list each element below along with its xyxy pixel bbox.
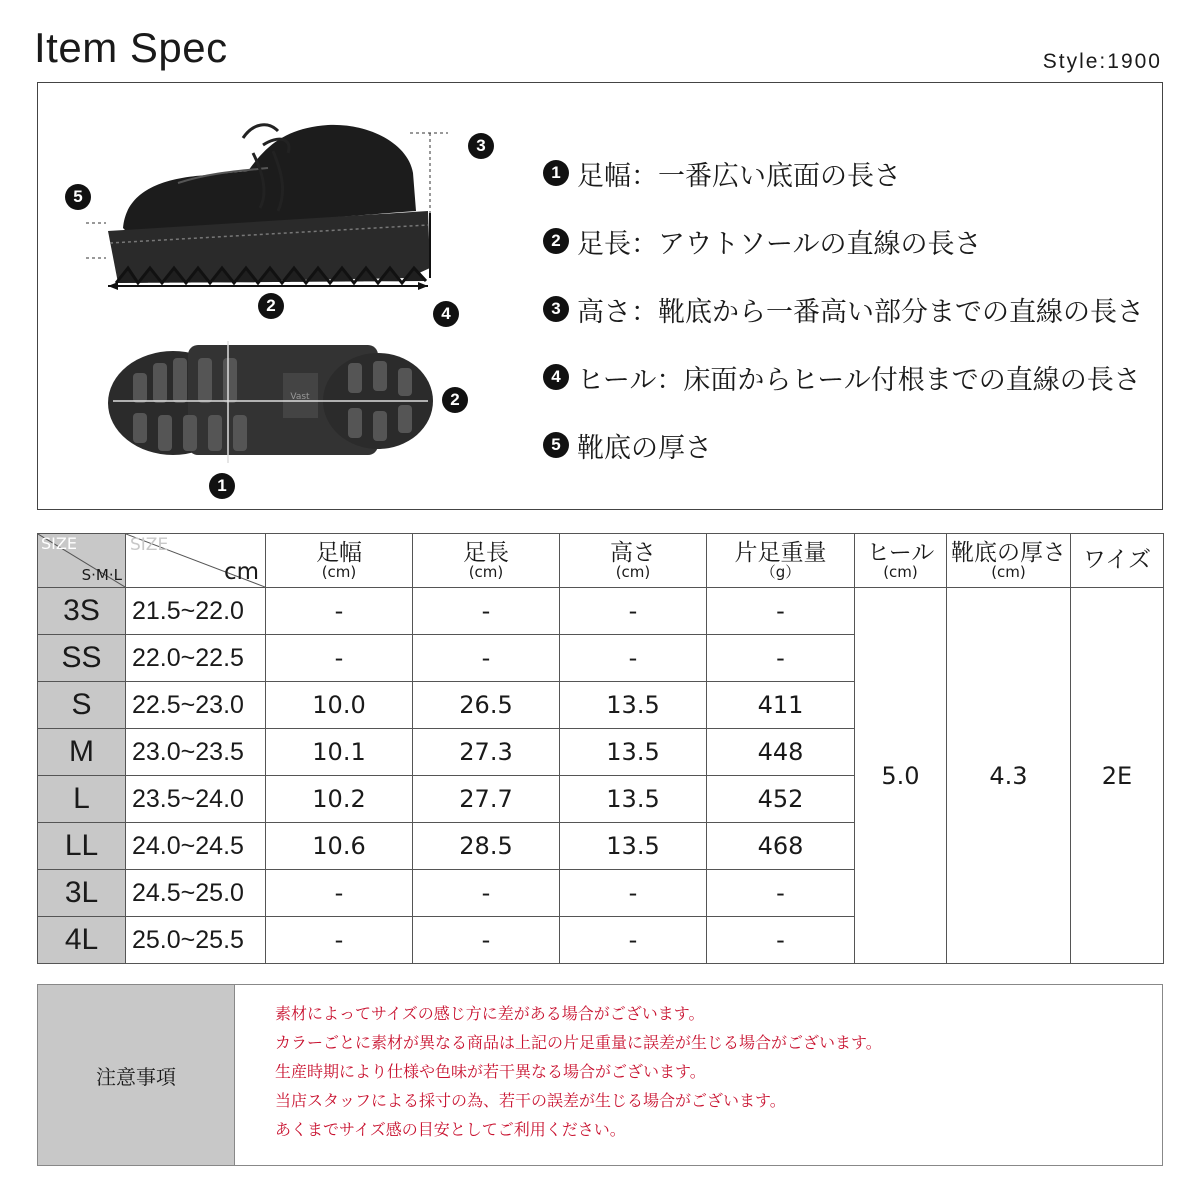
legend-text: ヒール：床面からヒール付根までの直線の長さ <box>577 364 1141 396</box>
shoe-figure <box>38 83 518 511</box>
legend-item <box>543 411 1144 479</box>
table-header-row <box>38 534 1164 588</box>
note-line: 当店スタッフによる採寸の為、若干の誤差が生じる場合がございます。 <box>275 1091 786 1110</box>
notes-body <box>234 985 1162 1165</box>
note-line: 生産時期により仕様や色味が若干異なる場合がございます。 <box>275 1062 706 1081</box>
notes-label: 注意事項 <box>38 985 234 1165</box>
legend-item <box>543 139 1144 207</box>
legend-item <box>543 343 1144 411</box>
range-cell: 22.0~22.5 <box>126 635 266 682</box>
weight-cell: 411 <box>707 682 855 729</box>
badge-5-icon: 5 <box>65 184 91 210</box>
number-1-icon: 1 <box>543 160 569 186</box>
weight-cell: - <box>707 917 855 964</box>
badge-1-icon: 1 <box>209 473 235 499</box>
legend-item <box>543 207 1144 275</box>
range-cell: 23.0~23.5 <box>126 729 266 776</box>
length-cell: - <box>413 870 560 917</box>
corner-cell-cm: SIZE cm <box>126 534 266 588</box>
badge-2-side-icon: 2 <box>258 293 284 319</box>
note-line: カラーごとに素材が異なる商品は上記の片足重量に誤差が生じる場合がございます。 <box>275 1033 882 1052</box>
height-cell: - <box>560 870 707 917</box>
length-cell: 27.3 <box>413 729 560 776</box>
wise-cell: 2E <box>1071 588 1164 964</box>
width-cell: 10.6 <box>266 823 413 870</box>
range-cell: 23.5~24.0 <box>126 776 266 823</box>
height-cell: - <box>560 588 707 635</box>
page-title: Item Spec <box>34 24 228 71</box>
style-code: Style:1900 <box>1042 50 1162 73</box>
legend-item <box>543 275 1144 343</box>
col-header-height: 高さ (cm) <box>560 534 707 588</box>
size-cell: 3S <box>38 588 126 635</box>
table-row <box>38 588 1164 635</box>
size-table <box>37 533 1164 964</box>
measurement-legend <box>543 139 1144 479</box>
number-2-icon: 2 <box>543 228 569 254</box>
legend-text: 靴底の厚さ <box>577 432 712 464</box>
range-cell: 22.5~23.0 <box>126 682 266 729</box>
number-3-icon: 3 <box>543 296 569 322</box>
width-cell: 10.2 <box>266 776 413 823</box>
width-cell: - <box>266 588 413 635</box>
notes-panel <box>37 984 1163 1166</box>
width-cell: - <box>266 917 413 964</box>
length-cell: 28.5 <box>413 823 560 870</box>
weight-cell: 468 <box>707 823 855 870</box>
length-cell: - <box>413 588 560 635</box>
number-4-icon: 4 <box>543 364 569 390</box>
corner-cell-sml: SIZE S·M·L <box>38 534 126 588</box>
col-header-length: 足長 (cm) <box>413 534 560 588</box>
sole-cell: 4.3 <box>947 588 1071 964</box>
number-5-icon: 5 <box>543 432 569 458</box>
height-cell: - <box>560 635 707 682</box>
range-cell: 24.0~24.5 <box>126 823 266 870</box>
width-cell: - <box>266 870 413 917</box>
width-cell: - <box>266 635 413 682</box>
note-line: 素材によってサイズの感じ方に差がある場合がございます。 <box>275 1004 705 1023</box>
col-header-sole: 靴底の厚さ (cm) <box>947 534 1071 588</box>
range-cell: 21.5~22.0 <box>126 588 266 635</box>
height-cell: - <box>560 917 707 964</box>
weight-cell: 448 <box>707 729 855 776</box>
width-cell: 10.1 <box>266 729 413 776</box>
size-cell: M <box>38 729 126 776</box>
badge-4-icon: 4 <box>433 301 459 327</box>
col-header-heel: ヒール (cm) <box>855 534 947 588</box>
heel-cell: 5.0 <box>855 588 947 964</box>
length-cell: - <box>413 917 560 964</box>
weight-cell: 452 <box>707 776 855 823</box>
spec-diagram-panel <box>37 82 1163 510</box>
height-cell: 13.5 <box>560 682 707 729</box>
height-cell: 13.5 <box>560 729 707 776</box>
length-cell: 27.7 <box>413 776 560 823</box>
weight-cell: - <box>707 635 855 682</box>
length-cell: - <box>413 635 560 682</box>
legend-text: 足長：アウトソールの直線の長さ <box>577 228 982 260</box>
size-cell: SS <box>38 635 126 682</box>
badge-3-icon: 3 <box>468 133 494 159</box>
col-header-wise: ワイズ <box>1071 534 1164 588</box>
size-cell: S <box>38 682 126 729</box>
legend-text: 足幅：一番広い底面の長さ <box>577 160 901 192</box>
legend-text: 高さ：靴底から一番高い部分までの直線の長さ <box>577 296 1144 328</box>
col-header-weight: 片足重量 （g） <box>707 534 855 588</box>
width-cell: 10.0 <box>266 682 413 729</box>
height-cell: 13.5 <box>560 823 707 870</box>
weight-cell: - <box>707 870 855 917</box>
size-cell: L <box>38 776 126 823</box>
note-line: あくまでサイズ感の目安としてご利用ください。 <box>275 1120 626 1139</box>
badge-2-bottom-icon: 2 <box>442 387 468 413</box>
range-cell: 24.5~25.0 <box>126 870 266 917</box>
size-cell: 3L <box>38 870 126 917</box>
col-header-width: 足幅 (cm) <box>266 534 413 588</box>
weight-cell: - <box>707 588 855 635</box>
length-cell: 26.5 <box>413 682 560 729</box>
size-cell: 4L <box>38 917 126 964</box>
height-cell: 13.5 <box>560 776 707 823</box>
range-cell: 25.0~25.5 <box>126 917 266 964</box>
insole-mark: Vast <box>290 392 310 402</box>
size-cell: LL <box>38 823 126 870</box>
